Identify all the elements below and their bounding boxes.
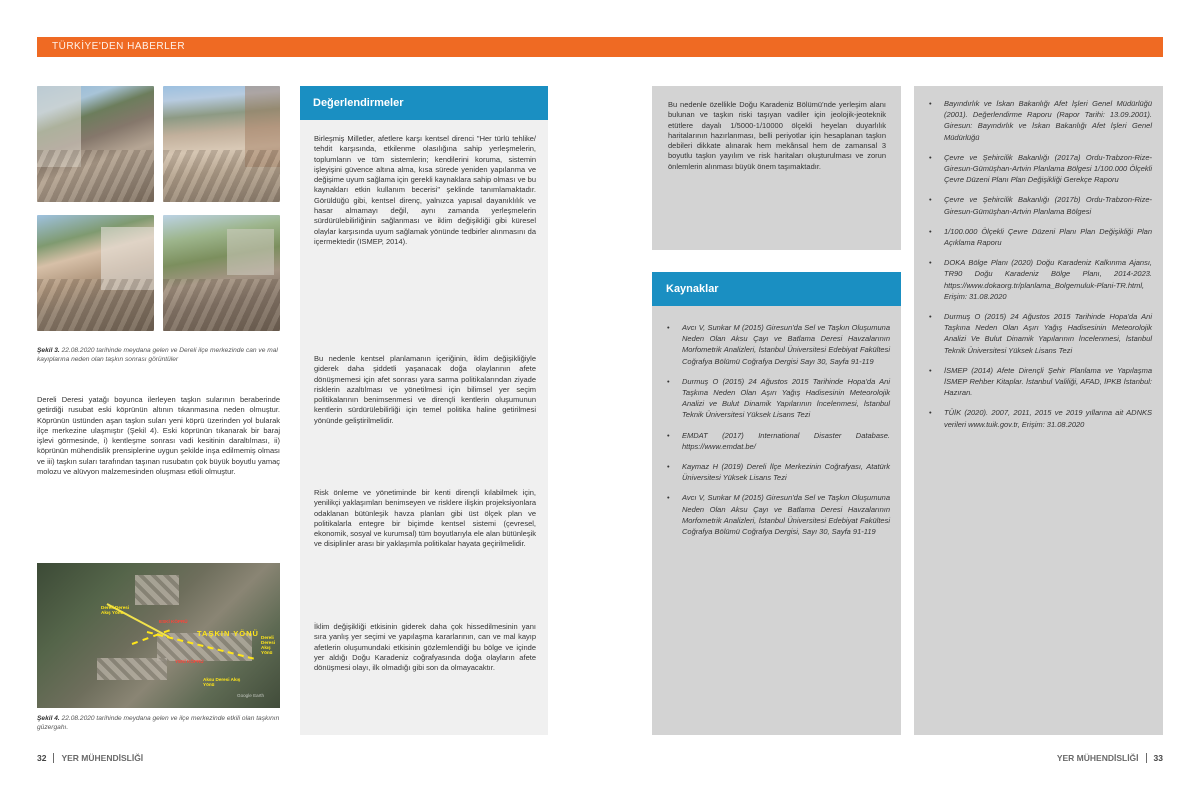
evaluation-paragraph-1: Birleşmiş Milletler, afetlere karşı kentsel direnci "Her türlü tehlike/ tehdit karşısında, etkilenme olasılığına sahip yerleşmelerin, toplumların ve tüm sistemlerin; kendilerini koruma, sistemin işleyişini güvence altına alma, kısa sürede yeniden yapılanma ve değişime uyum sağlama için gerekli kaynaklara sahip olması ve bu kaynakları etkin kullanım becerisi" şeklinde tanımlamaktadır. Görüldüğü gibi, kentsel direnç, yalnızca yapısal dayanıklılık ve hasar almamayı değil, aynı zamanda yerleşmelerin sürdürülebilirliğinin sağlanması ve iklim değişikliği gibi küresel olaylar karşısında uyum sağlamak yönünde tedbirler alınmasını da içermektedir (ISMEP, 2014).	[314, 134, 536, 246]
footer-left	[37, 753, 143, 763]
publication-title-left: YER MÜHENDİSLİĞİ	[61, 753, 144, 763]
map-buildings-top	[135, 575, 179, 605]
source-item: • EMDAT (2017) International Disaster Database. https://www.emdat.be/	[664, 430, 890, 452]
flood-photo-3	[37, 215, 154, 331]
page-number-right: 33	[1153, 753, 1163, 763]
flood-photo-4	[163, 215, 280, 331]
evaluation-paragraph-3: Risk önleme ve yönetiminde bir kenti dirençli kılabilmek için, yenilikçi yaklaşımları benimseyen ve risklere ilişkin projeksiyonlara odaklanan bütünleşik havza planları gibi üst ölçek plan ve politikalarla entegre bir biçimde kentsel sistemi (çevresel, ekonomik, sosyal ve kurumsal) tüm boyutlarıyla ele alan bütünleşik ve disiplinler arası bir yaklaşımla politikalar hayata geçirilmelidir.	[314, 488, 536, 549]
figure3-label: Şekil 3.	[37, 347, 60, 354]
figure3-text: 22.08.2020 tarihinde meydana gelen ve Dereli ilçe merkezinde can ve mal kayıplarına neden olan taşkın sonrası görüntüler	[37, 347, 278, 363]
source-item: • İSMEP (2014) Afete Dirençli Şehir Planlama ve Yapılaşma İSMEP Rehber Kitaplar. İstanbul Valiliği, AFAD, İPKB İstanbul: Hazıran.	[926, 365, 1152, 399]
map-buildings-bottom	[97, 658, 167, 680]
panel-gap	[652, 250, 901, 272]
figure3-caption	[37, 346, 280, 364]
evaluation-panel	[300, 86, 548, 735]
source-item: • Durmuş O (2015) 24 Ağustos 2015 Tarihinde Hopa'da Ani Taşkına Neden Olan Aşırı Yağış Hadisesinin Meteorolojik Analizi ve Bulut Dinamik Yapılarının İncelenmesi, İstanbul Teknik Üniversitesi Yüksek Lisans Tezi	[664, 376, 890, 421]
figure4-text: 22.08.2020 tarihinde meydana gelen ve ilçe merkezinde etkili olan taşkının güzergahı.	[37, 715, 280, 731]
flood-route-map	[37, 563, 280, 708]
left-paragraph: Dereli Deresi yatağı boyunca ilerleyen taşkın sularının beraberinde getirdiği rusubat eski köprünün altının tıkanmasına neden olmuştur. Köprünün üstünden aşan taşkın suları yeni köprü üzerinden yol bularak ilçe merkezine ulaşmıştır (Şekil 4). Eski köprünün tıkanarak bir baraj işlevi görmesinde, i) kentleşme sonrası vadi kesitinin daraltılması, ii) köprünün mühendislik prensiplerine uygun şekilde inşa edilmemiş olması ve iii) taşkın suları tarafından taşınan rusubatın çok büyük boyutlu yamaç molozu ve alüvyon malzemesinden oluşması etkili olmuştur.	[37, 395, 280, 477]
map-label-aksu: Aksu Deresi Akış Yönü	[203, 677, 241, 687]
source-item: • Kaymaz H (2019) Dereli İlçe Merkezinin Coğrafyası, Atatürk Üniversitesi Yüksek Lisans Tezi	[664, 461, 890, 483]
sources-panel-right	[914, 86, 1163, 735]
footer-divider	[1146, 753, 1147, 763]
source-item: • Durmuş O (2015) 24 Ağustos 2015 Tarihinde Hopa'da Ani Taşkına Neden Olan Aşırı Yağış Hadisesinin Meteorolojik Analizi Ve Bulut Dinamik Yapılarının İncelenmesi, İstanbul Teknik Üniversitesi Yüksek Lisans Tezi	[926, 311, 1152, 356]
source-item: • Çevre ve Şehircilik Bakanlığı (2017a) Ordu-Trabzon-Rize-Giresun-Gümüşhan-Artvin Planlama Bölgesi 1/100.000 Ölçekli Çevre Düzeni Planı Plan Değişikliği Gerekçe Raporu	[926, 152, 1152, 186]
map-watermark: Google Earth	[237, 693, 265, 698]
map-label-river-left: Dereli Deresi Akış Yönü	[101, 605, 130, 615]
source-item: • 1/100.000 Ölçekli Çevre Düzeni Planı Plan Değişikliği Plan Açıklama Raporu	[926, 226, 1152, 248]
flood-photo-2	[163, 86, 280, 202]
evaluation-header	[300, 86, 548, 120]
source-item: • TÜİK (2020). 2007, 2011, 2015 ve 2019 yıllarına ait ADNKS verileri www.tuik.gov.tr, Erişim: 31.08.2020	[926, 407, 1152, 429]
footer-divider	[53, 753, 54, 763]
sources-heading: Kaynaklar	[666, 283, 719, 295]
source-item: • Çevre ve Şehircilik Bakanlığı (2017b) Ordu-Trabzon-Rize-Giresun-Gümüşhan-Artvin Planlama Bölgesi	[926, 194, 1152, 216]
section-title: TÜRKİYE'DEN HABERLER	[52, 41, 186, 52]
map-label-old-bridge: ESKİ KÖPRÜ	[159, 619, 188, 624]
evaluation-paragraph-2: Bu nedenle kentsel planlamanın içeriğinin, iklim değişikliğiyle giderek daha şiddetli yaşanacak doğa olaylarının afete dönüşmemesi için afet sonrası yara sarma politikalarından ziyade risklerin azaltılması ve yönetilmesi için bilimsel yer seçim politikalarının benimsenmesi ve dirençli kentlerin oluşumunun kentlerin sürdürülebilirliği için temel politika haline getirilmesi yönünde geliştirilmelidir.	[314, 354, 536, 425]
source-item: • Bayındırlık ve İskan Bakanlığı Afet İşleri Genel Müdürlüğü (2001). Değerlendirme Raporu (Rapor Tarihi: 13.09.2001). Giresun: Bayındırlık ve İskan Bakanlığı Afet İşleri Genel Müdürlüğü	[926, 98, 1152, 143]
sources-panel-left	[652, 86, 901, 735]
col3-intro-paragraph: Bu nedenle özellikle Doğu Karadeniz Bölümü'nde yerleşim alanı bulunan ve taşkın riski taşıyan vadiler için jeolojik-jeoteknik etütlere dayalı 1/5000-1/10000 ölçekli heyelan duyarlılık haritalarının hazırlanması, belli periyotlar için hesaplanan taşkın debileri dikkate alınarak hem mekânsal hem de zamansal 3 boyutlu taşkın yayılım ve risk haritaları oluşturulması ve zorun önlemlerin alınması büyük önem taşımaktadır.	[668, 100, 886, 171]
source-item: • Avcı V, Sunkar M (2015) Giresun'da Sel ve Taşkın Oluşumuna Neden Olan Aksu Çayı ve Batlama Deresi Havzalarının Morfometrik Analizleri, İstanbul Üniversitesi Edebiyat Fakültesi Coğrafya Bölümü Coğrafya Dergisi Sayı 30, Sayfa 91-119	[664, 322, 890, 367]
publication-title-right: YER MÜHENDİSLİĞİ	[1056, 753, 1139, 763]
figure4-caption	[37, 714, 280, 732]
figure4-label: Şekil 4.	[37, 715, 60, 722]
source-item: • Avcı V, Sunkar M (2015) Giresun'da Sel ve Taşkın Oluşumuna Neden Olan Aksu Çayı ve Batlama Deresi Havzalarının Morfometrik Analizleri, İstanbul Üniversitesi Edebiyat Fakültesi Coğrafya Bölümü Coğrafya Dergisi, Sayı 30, Sayfa 91-119	[664, 492, 890, 537]
map-label-new-bridge: YENİ KÖPRÜ	[175, 659, 204, 664]
sources-list-right	[926, 98, 1152, 439]
sources-header	[652, 272, 901, 306]
footer-right	[1057, 753, 1163, 763]
source-item: • DOKA Bölge Planı (2020) Doğu Karadeniz Kalkınma Ajansı, TR90 Doğu Karadeniz Bölge Planı, 2014-2023. https://www.dokaorg.tr/planlama_Bolgemuluk-Plani-TR.html, Erişim: 31.08.2020	[926, 257, 1152, 302]
map-label-river-right: Dereli Deresi Akış Yönü	[261, 635, 276, 655]
section-banner	[37, 37, 1163, 57]
evaluation-paragraph-4: İklim değişikliği etkisinin giderek daha çok hissedilmesinin yanı sıra yanlış yer seçimi ve yapılaşma kararlarının, can ve mal kayıp afetlerin oluşumundaki etkisinin gözlemlendiği bu bölge ve içinde yer aldığı Doğu Karadeniz coğrafyasında doğa olayların afete dönüşmesi olayı, ilk olmadığı gibi son da olmayacaktır.	[314, 622, 536, 673]
flood-photo-1	[37, 86, 154, 202]
map-label-flood-direction: TAŞKIN YÖNÜ	[197, 629, 259, 638]
sources-list-left	[664, 322, 890, 546]
page-number-left: 32	[37, 753, 47, 763]
evaluation-heading: Değerlendirmeler	[313, 97, 404, 109]
